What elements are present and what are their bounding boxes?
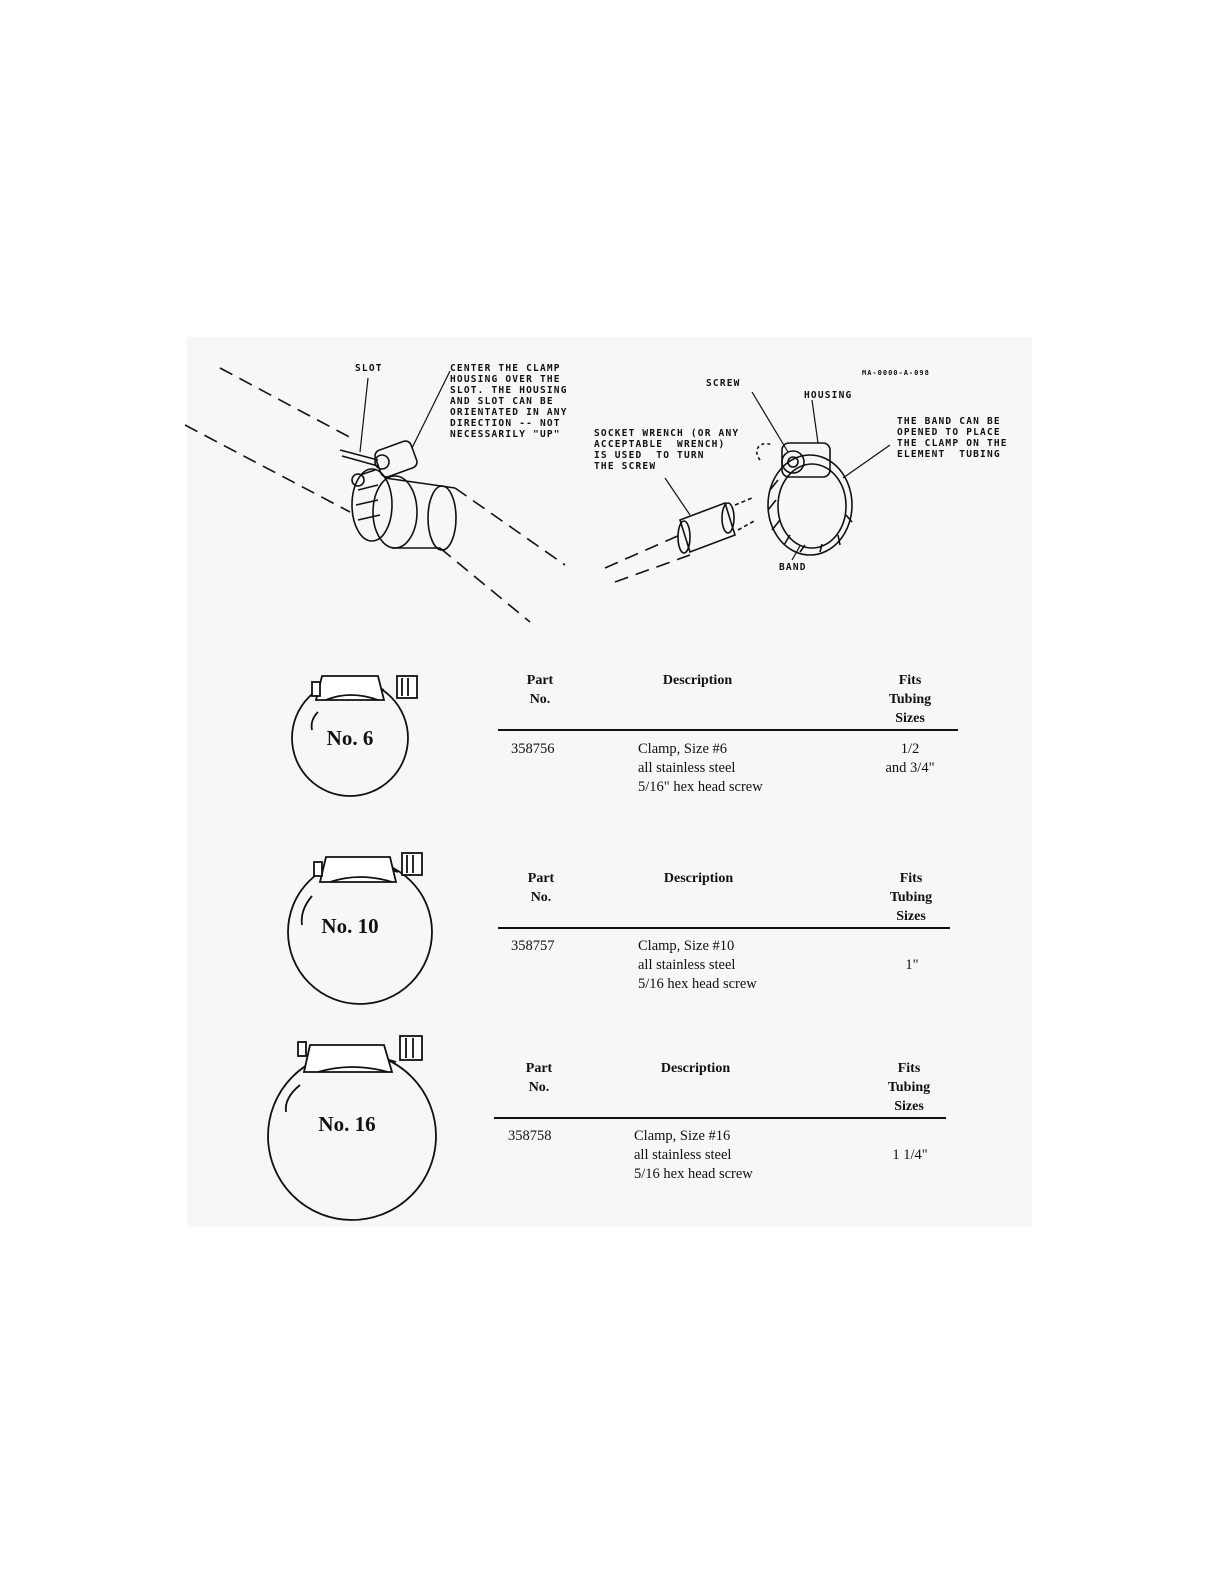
part-no-header: Part No. xyxy=(527,871,555,905)
part-no-header: Part No. xyxy=(525,1061,553,1095)
part-number: 358758 xyxy=(508,1128,552,1144)
table-rule xyxy=(498,927,950,929)
center-clamp-note-line: CENTER THE CLAMP xyxy=(450,363,561,374)
screw-label: SCREW xyxy=(706,378,741,389)
part-number: 358756 xyxy=(511,741,555,757)
center-clamp-note xyxy=(450,363,568,440)
center-clamp-note-line: AND SLOT CAN BE xyxy=(450,396,554,407)
socket-wrench-note-line: THE SCREW xyxy=(594,461,657,472)
description-header: Description xyxy=(660,1061,731,1076)
clamp-no6-label: No. 6 xyxy=(326,726,374,750)
slot-label: SLOT xyxy=(355,363,383,374)
socket-wrench-note-line: ACCEPTABLE WRENCH) xyxy=(594,439,726,450)
figure-id: MA-0000-A-098 xyxy=(862,369,930,377)
fits-cell: 1 1/4" xyxy=(892,1147,928,1163)
socket-wrench-note-line: SOCKET WRENCH (OR ANY xyxy=(594,428,740,439)
table-rule xyxy=(494,1117,946,1119)
center-clamp-note-line: SLOT. THE HOUSING xyxy=(450,385,568,396)
socket-wrench-note-line: IS USED TO TURN xyxy=(594,450,705,461)
fits-cell: 1" xyxy=(905,957,919,973)
fits-header: Fits Tubing Sizes xyxy=(889,871,933,924)
description-cell: Clamp, Size #16 all stainless steel 5/16 hex head screw xyxy=(634,1128,753,1182)
band-open-note-line: OPENED TO PLACE xyxy=(897,427,1001,438)
center-clamp-note-line: HOUSING OVER THE xyxy=(450,374,561,385)
clamp-no10-label: No. 10 xyxy=(321,914,379,938)
band-open-note-line: THE BAND CAN BE xyxy=(897,416,1001,427)
description-cell: Clamp, Size #10 all stainless steel 5/16 hex head screw xyxy=(638,938,757,992)
center-clamp-note-line: DIRECTION -- NOT xyxy=(450,418,561,429)
description-header: Description xyxy=(663,871,734,886)
band-open-note-line: ELEMENT TUBING xyxy=(897,449,1001,460)
table-rule xyxy=(498,729,958,731)
fits-header: Fits Tubing Sizes xyxy=(888,673,932,726)
band-open-note-line: THE CLAMP ON THE xyxy=(897,438,1008,449)
clamp-no16-label: No. 16 xyxy=(318,1112,376,1136)
housing-label: HOUSING xyxy=(804,390,853,401)
part-no-header: Part No. xyxy=(526,673,554,707)
fits-cell: 1/2 and 3/4" xyxy=(885,741,935,776)
band-label: BAND xyxy=(779,562,807,573)
socket-wrench-note xyxy=(594,428,739,472)
center-clamp-note-line: NECESSARILY "UP" xyxy=(450,429,561,440)
band-open-note xyxy=(897,416,1008,460)
description-header: Description xyxy=(662,673,733,688)
part-number: 358757 xyxy=(511,938,555,954)
fits-header: Fits Tubing Sizes xyxy=(887,1061,931,1114)
center-clamp-note-line: ORIENTATED IN ANY xyxy=(450,407,568,418)
description-cell: Clamp, Size #6 all stainless steel 5/16" hex head screw xyxy=(638,741,763,795)
